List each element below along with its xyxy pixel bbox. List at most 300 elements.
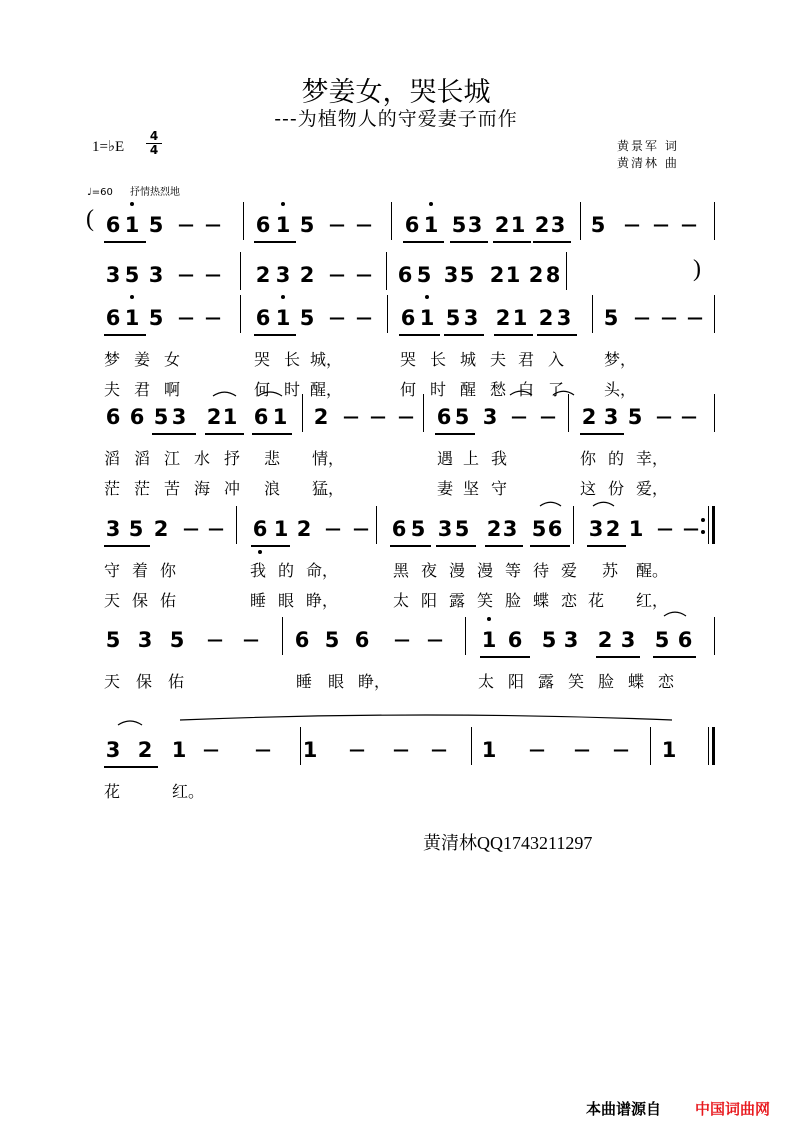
note-3: 3 [275, 263, 291, 287]
note-5: 5 [105, 628, 121, 652]
note-5: 5 [124, 263, 140, 287]
note-6: 6 [294, 628, 310, 652]
lyric-syllable: 情， [312, 449, 345, 468]
lyric-syllable: 红， [636, 591, 669, 610]
sustain-dash: — [370, 407, 386, 426]
sustain-dash: — [687, 308, 703, 327]
lyric-syllable: 花 [588, 591, 605, 610]
note-3: 3 [105, 517, 121, 541]
note-5: 5 [454, 517, 470, 541]
note-6: 6 [105, 213, 121, 237]
note-3: 3 [137, 628, 153, 652]
note-2: 2 [495, 306, 511, 330]
sustain-dash: — [349, 740, 365, 759]
barline [423, 394, 424, 432]
lyric-syllable: 保 [136, 672, 153, 691]
note-5: 5 [445, 306, 461, 330]
lyric-syllable: 抒 [224, 449, 241, 468]
lyric-syllable: 入 [548, 350, 565, 369]
lyric-syllable: 着 [132, 561, 149, 580]
lyric-syllable: 恋 [561, 591, 578, 610]
note-2: 2 [494, 213, 510, 237]
note-5: 5 [459, 263, 475, 287]
slur-arc [180, 715, 672, 720]
lyric-syllable: 时 [284, 380, 301, 399]
sustain-dash: — [427, 630, 443, 649]
lyric-syllable: 茫 [104, 479, 121, 498]
barline [243, 202, 244, 240]
note-5: 5 [451, 213, 467, 237]
lyric-syllable: 天 [104, 591, 121, 610]
barline [376, 506, 377, 544]
slur-arc [540, 502, 561, 506]
staff-row-6 [0, 625, 792, 665]
sustain-dash: — [329, 265, 345, 284]
tempo-marking [87, 183, 180, 198]
note-3: 3 [148, 263, 164, 287]
lyric-syllable: 海 [194, 479, 211, 498]
note-5: 5 [299, 306, 315, 330]
note-5: 5 [148, 306, 164, 330]
eighth-note-beam [104, 241, 146, 243]
lyric-syllable: 阳 [508, 672, 525, 691]
song-title: 梦姜女，哭长城 [301, 77, 491, 108]
lyric-syllable: 待 [533, 561, 550, 580]
sustain-dash: — [681, 215, 697, 234]
lyric-syllable: 蝶 [628, 672, 645, 691]
note-2: 2 [534, 213, 550, 237]
lyric-syllable: 睁， [358, 672, 391, 691]
lyric-syllable: 睡 [296, 672, 313, 691]
note-1: 1 [302, 738, 318, 762]
note-6: 6 [400, 306, 416, 330]
eighth-note-beam [436, 545, 476, 547]
high-octave-dot [425, 295, 429, 299]
lyric-syllable: 啊 [164, 380, 181, 399]
sustain-dash: — [393, 740, 409, 759]
lyric-syllable: 笑 [477, 591, 494, 610]
barline [240, 295, 241, 333]
staff-row-2 [0, 256, 792, 300]
lyric-syllable: 苦 [164, 479, 181, 498]
note-5: 5 [148, 213, 164, 237]
lyric-syllable: 醒。 [636, 561, 669, 580]
barline [568, 394, 569, 432]
note-3: 3 [502, 517, 518, 541]
sustain-dash: — [255, 740, 271, 759]
note-6: 6 [436, 405, 452, 429]
eighth-note-beam [596, 656, 640, 658]
eighth-note-beam [533, 241, 571, 243]
eighth-note-beam [254, 241, 296, 243]
eighth-note-beam [205, 433, 244, 435]
time-signature-bottom: 4 [146, 143, 162, 157]
lyric-syllable: 太 [478, 672, 495, 691]
high-octave-dot [130, 295, 134, 299]
eighth-note-beam [530, 545, 570, 547]
barline [573, 506, 574, 544]
eighth-note-beam [104, 766, 158, 768]
barline [714, 295, 715, 333]
sustain-dash: — [656, 407, 672, 426]
repeat-dot [701, 518, 705, 522]
sustain-dash: — [681, 407, 697, 426]
lyric-syllable: 睁， [306, 591, 339, 610]
lyricist-credit: 黄景军 词 [617, 139, 679, 153]
note-3: 3 [588, 517, 604, 541]
lyric-syllable: 哭 [400, 350, 417, 369]
lyric-syllable: 何 [400, 380, 417, 399]
note-6: 6 [397, 263, 413, 287]
lyric-syllable: 的 [608, 449, 625, 468]
barline [282, 617, 283, 655]
sustain-dash: — [511, 407, 527, 426]
sustain-dash: — [325, 519, 341, 538]
lyric-syllable: 爱， [636, 479, 669, 498]
lyric-syllable: 遇 [437, 449, 454, 468]
note-2: 2 [605, 517, 621, 541]
lyric-syllable: 等 [505, 561, 522, 580]
source-label: 本曲谱源自 [586, 1100, 662, 1118]
lyric-syllable: 梦 [104, 350, 121, 369]
lyric-syllable: 滔 [134, 449, 151, 468]
note-3: 3 [556, 306, 572, 330]
sustain-dash: — [178, 308, 194, 327]
sustain-dash: — [653, 215, 669, 234]
note-6: 6 [677, 628, 693, 652]
sustain-dash: — [178, 215, 194, 234]
lyric-syllable: 白 [518, 380, 535, 399]
lyric-syllable: 黑 [393, 561, 410, 580]
sustain-dash: — [353, 519, 369, 538]
staff-row-1 [0, 206, 792, 250]
note-1: 1 [272, 405, 288, 429]
note-3: 3 [443, 263, 459, 287]
lyric-syllable: 浪 [264, 479, 281, 498]
note-1: 1 [222, 405, 238, 429]
note-2: 2 [206, 405, 222, 429]
lyric-syllable: 花 [104, 782, 121, 801]
tempo-value: ♩=60 [87, 187, 113, 198]
barline [714, 394, 715, 432]
note-2: 2 [538, 306, 554, 330]
lyric-syllable: 城， [310, 350, 343, 369]
note-1: 1 [275, 213, 291, 237]
note-2: 2 [299, 263, 315, 287]
eighth-note-beam [252, 433, 292, 435]
lyric-syllable: 猛， [312, 479, 345, 498]
score-watermark: 黄清林QQ1743211297 [423, 833, 593, 853]
lyric-syllable: 漫 [449, 561, 466, 580]
sustain-dash: — [203, 740, 219, 759]
high-octave-dot [429, 202, 433, 206]
eighth-note-beam [537, 334, 577, 336]
lyric-syllable: 梦， [604, 350, 637, 369]
lyric-syllable: 命， [306, 561, 339, 580]
note-5: 5 [416, 263, 432, 287]
note-3: 3 [463, 306, 479, 330]
lyric-syllable: 守 [491, 479, 508, 498]
note-3: 3 [603, 405, 619, 429]
composer-credit: 黄清林 曲 [617, 156, 679, 170]
lyric-syllable: 滔 [104, 449, 121, 468]
lyric-syllable: 守 [104, 561, 121, 580]
note-2: 2 [581, 405, 597, 429]
note-6: 6 [354, 628, 370, 652]
eighth-note-beam [254, 334, 296, 336]
note-3: 3 [105, 738, 121, 762]
lyric-syllable: 君 [134, 380, 151, 399]
lyric-syllable: 爱 [561, 561, 578, 580]
time-signature-top: 4 [149, 129, 159, 143]
note-2: 2 [137, 738, 153, 762]
lyric-syllable: 你 [580, 449, 597, 468]
note-5: 5 [603, 306, 619, 330]
note-6: 6 [253, 405, 269, 429]
slur-arc [118, 721, 142, 725]
barline [714, 202, 715, 240]
note-5: 5 [627, 405, 643, 429]
sustain-dash: — [208, 519, 224, 538]
note-1: 1 [124, 306, 140, 330]
staff-row-4 [0, 402, 792, 442]
lyric-syllable: 长 [430, 350, 447, 369]
final-barline [708, 727, 715, 765]
lyric-syllable: 君 [518, 350, 535, 369]
eighth-note-beam [403, 241, 444, 243]
note-1: 1 [423, 213, 439, 237]
sustain-dash: — [624, 215, 640, 234]
note-6: 6 [252, 517, 268, 541]
barline [580, 202, 581, 240]
eighth-note-beam [450, 241, 488, 243]
note-2: 2 [528, 263, 544, 287]
sustain-dash: — [574, 740, 590, 759]
sustain-dash: — [394, 630, 410, 649]
note-6: 6 [129, 405, 145, 429]
eighth-note-beam [580, 433, 624, 435]
sustain-dash: — [431, 740, 447, 759]
note-1: 1 [661, 738, 677, 762]
sustain-dash: — [356, 265, 372, 284]
lyric-syllable: 时 [430, 380, 447, 399]
high-octave-dot [281, 202, 285, 206]
sustain-dash: — [613, 740, 629, 759]
lyric-syllable: 醒 [460, 380, 477, 399]
note-1: 1 [171, 738, 187, 762]
source-site[interactable]: 中国词曲网 [695, 1100, 771, 1118]
lyric-syllable: 眼 [328, 672, 345, 691]
sustain-dash: — [634, 308, 650, 327]
time-signature [146, 130, 162, 157]
lyric-syllable: 长 [284, 350, 301, 369]
lyric-syllable: 愁 [490, 380, 507, 399]
lyric-syllable: 夫 [490, 350, 507, 369]
lyric-syllable: 脸 [505, 591, 522, 610]
eighth-note-beam [444, 334, 484, 336]
lyric-syllable: 眼 [278, 591, 295, 610]
sustain-dash: — [178, 265, 194, 284]
repeat-parenthesis: ( [86, 206, 94, 232]
lyric-syllable: 你 [160, 561, 177, 580]
sustain-dash: — [205, 215, 221, 234]
eighth-note-beam [104, 545, 150, 547]
lyric-syllable: 佑 [168, 672, 185, 691]
barline [240, 252, 241, 290]
lyric-syllable: 女 [164, 350, 181, 369]
sustain-dash: — [661, 308, 677, 327]
lyric-syllable: 佑 [160, 591, 177, 610]
note-1: 1 [419, 306, 435, 330]
lyric-syllable: 坚 [463, 479, 480, 498]
lyric-syllable: 太 [393, 591, 410, 610]
note-5: 5 [410, 517, 426, 541]
staff-row-3 [0, 303, 792, 343]
sustain-dash: — [205, 265, 221, 284]
sustain-dash: — [529, 740, 545, 759]
barline [387, 295, 388, 333]
lyric-syllable: 夜 [421, 561, 438, 580]
lyric-syllable: 恋 [658, 672, 675, 691]
barline [302, 394, 303, 432]
barline [471, 727, 472, 765]
high-octave-dot [487, 617, 491, 621]
lyric-syllable: 幸， [636, 449, 669, 468]
note-1: 1 [481, 738, 497, 762]
note-3: 3 [620, 628, 636, 652]
barline [714, 617, 715, 655]
slur-arc [664, 612, 686, 616]
barline [465, 617, 466, 655]
barline [236, 506, 237, 544]
lyric-syllable: 我 [250, 561, 267, 580]
note-6: 6 [255, 306, 271, 330]
note-1: 1 [512, 306, 528, 330]
lyric-syllable: 妻 [437, 479, 454, 498]
note-6: 6 [105, 306, 121, 330]
note-3: 3 [550, 213, 566, 237]
note-2: 2 [313, 405, 329, 429]
note-3: 3 [467, 213, 483, 237]
lyric-syllable: 漫 [477, 561, 494, 580]
lyric-syllable: 茫 [134, 479, 151, 498]
lyric-syllable: 夫 [104, 380, 121, 399]
note-1: 1 [273, 517, 289, 541]
lyric-syllable: 何 [254, 380, 271, 399]
barline [386, 252, 387, 290]
sustain-dash: — [183, 519, 199, 538]
note-2: 2 [597, 628, 613, 652]
note-3: 3 [171, 405, 187, 429]
note-1: 1 [628, 517, 644, 541]
lyric-syllable: 阳 [421, 591, 438, 610]
barline [300, 727, 301, 765]
eighth-note-beam [587, 545, 626, 547]
barline [391, 202, 392, 240]
eighth-note-beam [390, 545, 431, 547]
sustain-dash: — [205, 308, 221, 327]
note-3: 3 [563, 628, 579, 652]
lyric-syllable: 笑 [568, 672, 585, 691]
sustain-dash: — [356, 215, 372, 234]
note-6: 6 [404, 213, 420, 237]
lyric-syllable: 悲 [264, 449, 281, 468]
note-5: 5 [324, 628, 340, 652]
note-5: 5 [654, 628, 670, 652]
lyric-syllable: 的 [278, 561, 295, 580]
note-5: 5 [169, 628, 185, 652]
lyric-syllable: 这 [580, 479, 597, 498]
lyric-syllable: 冲 [224, 479, 241, 498]
sustain-dash: — [207, 630, 223, 649]
lyric-syllable: 上 [463, 449, 480, 468]
note-2: 2 [486, 517, 502, 541]
eighth-note-beam [653, 656, 696, 658]
lyric-syllable: 头， [604, 380, 637, 399]
repeat-dot [701, 530, 705, 534]
note-5: 5 [299, 213, 315, 237]
barline [592, 295, 593, 333]
lyric-syllable: 水 [194, 449, 211, 468]
eighth-note-beam [251, 545, 290, 547]
lyric-syllable: 保 [132, 591, 149, 610]
barline [566, 252, 567, 290]
sustain-dash: — [657, 519, 673, 538]
note-1: 1 [505, 263, 521, 287]
lyric-syllable: 脸 [598, 672, 615, 691]
repeat-end-barline [708, 506, 715, 544]
lyric-syllable: 了 [548, 380, 565, 399]
note-5: 5 [541, 628, 557, 652]
note-5: 5 [153, 405, 169, 429]
sustain-dash: — [243, 630, 259, 649]
slur-arc [593, 502, 614, 506]
lyric-syllable: 露 [538, 672, 555, 691]
expression-marking: 抒情热烈地 [130, 187, 181, 198]
key-signature: 1=♭E [92, 139, 125, 155]
note-1: 1 [275, 306, 291, 330]
note-2: 2 [153, 517, 169, 541]
song-subtitle: ---为植物人的守爱妻子而作 [274, 108, 518, 130]
staff-row-5 [0, 514, 792, 554]
lyric-syllable: 哭 [254, 350, 271, 369]
sustain-dash: — [398, 407, 414, 426]
note-3: 3 [482, 405, 498, 429]
eighth-note-beam [104, 334, 146, 336]
lyric-syllable: 红。 [172, 782, 205, 801]
note-1: 1 [124, 213, 140, 237]
note-2: 2 [296, 517, 312, 541]
note-6: 6 [547, 517, 563, 541]
lyric-syllable: 睡 [250, 591, 267, 610]
sustain-dash: — [683, 519, 699, 538]
note-1: 1 [510, 213, 526, 237]
note-1: 1 [481, 628, 497, 652]
note-6: 6 [255, 213, 271, 237]
lyric-syllable: 城 [460, 350, 477, 369]
eighth-note-beam [399, 334, 440, 336]
low-octave-dot [258, 550, 262, 554]
note-3: 3 [437, 517, 453, 541]
note-5: 5 [531, 517, 547, 541]
lyric-syllable: 江 [164, 449, 181, 468]
note-3: 3 [105, 263, 121, 287]
lyric-syllable: 姜 [134, 350, 151, 369]
note-8: 8 [545, 263, 561, 287]
eighth-note-beam [435, 433, 475, 435]
sustain-dash: — [356, 308, 372, 327]
sustain-dash: — [329, 215, 345, 234]
